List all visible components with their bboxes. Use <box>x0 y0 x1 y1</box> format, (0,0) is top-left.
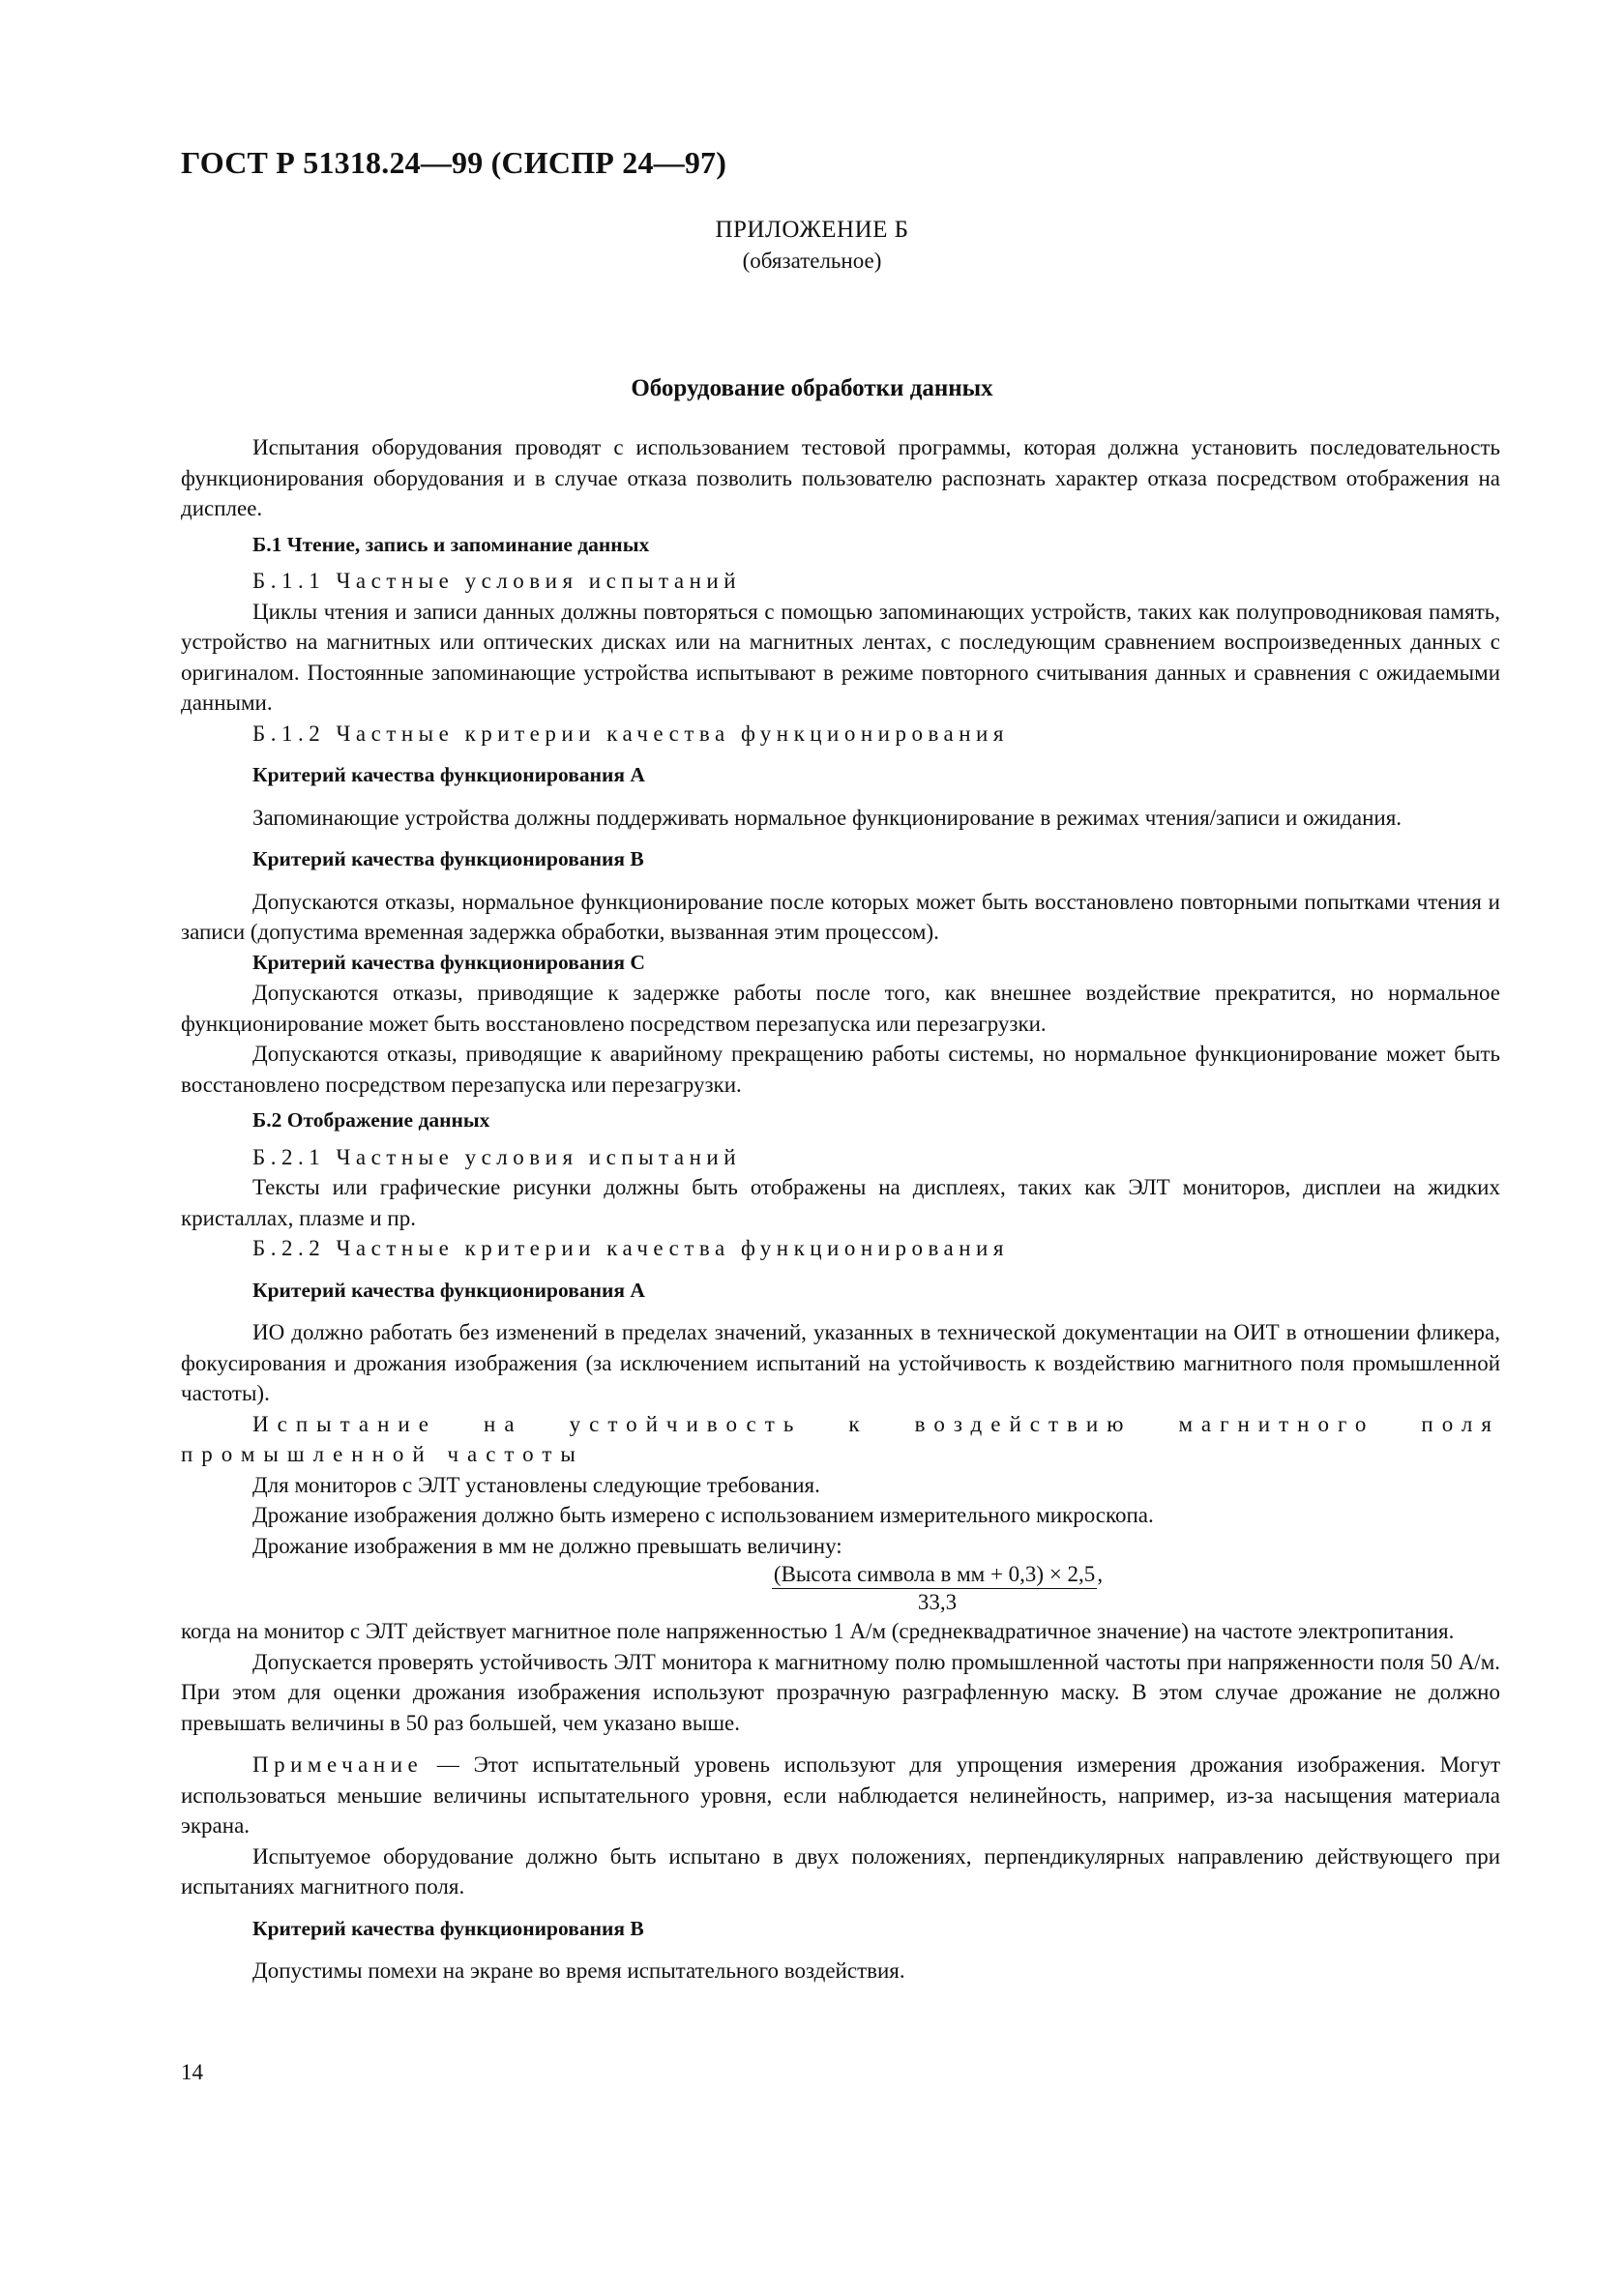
body-text <box>181 432 1500 1987</box>
jitter-limit: Дрожание изображения в мм не должно превышать величину: <box>252 1533 842 1558</box>
b21-heading: Б.2.1 Частные условия испытаний <box>252 1144 742 1169</box>
b21-paragraph: Тексты или графические рисунки должны быть отображены на дисплеях, таких как ЭЛТ мониторов, дисплеи на жидких кристаллах, плазме и пр. <box>181 1175 1500 1230</box>
intro-paragraph: Испытания оборудования проводят с использованием тестовой программы, которая должна установить последовательность функционирования оборудования и в случае отказа позволить пользователю распознать характер отказа посредством отображения на дисплее. <box>181 435 1500 520</box>
criterion-c-heading: Критерий качества функционирования С <box>252 950 645 974</box>
criterion-a-heading: Критерий качества функционирования А <box>252 763 645 786</box>
standard-header: ГОСТ Р 51318.24—99 (СИСПР 24—97) <box>181 145 727 180</box>
note-text: — Этот испытательный уровень используют для упрощения измерения дрожания изображения. Могут использоваться меньшие величины испытательного уровня, если наблюдается нелинейность, например, из-за насыщения материала экрана. <box>181 1752 1500 1838</box>
section-title: Оборудование обработки данных <box>631 375 993 401</box>
appendix-label: ПРИЛОЖЕНИЕ Б <box>715 217 909 243</box>
criterion-b-heading-2: Критерий качества функционирования В <box>252 1916 644 1940</box>
crt-requirements: Для мониторов с ЭЛТ установлены следующие требования. <box>252 1472 820 1497</box>
positions-paragraph: Испытуемое оборудование должно быть испытано в двух положениях, перпендикулярных направлению действующего при испытаниях магнитного поля. <box>181 1843 1500 1899</box>
criterion-b-paragraph: Допускаются отказы, нормальное функционирование после которых может быть восстановлено повторными попытками чтения и записи (допустима временная задержка обработки, вызванная этим процессом). <box>181 889 1500 944</box>
alternative-check-paragraph: Допускается проверять устойчивость ЭЛТ монитора к магнитному полю промышленной частоты при напряженности поля 50 А/м. При этом для оценки дрожания изображения используют прозрачную разграфленную маску. В этом случае дрожание не должно превышать величины в 50 раз большей, чем указано выше. <box>181 1649 1500 1735</box>
jitter-formula <box>181 1561 1500 1616</box>
appendix-status: (обязательное) <box>742 249 882 273</box>
b11-paragraph: Циклы чтения и записи данных должны повторяться с помощью запоминающих устройств, таких как полупроводниковая память, устройство на магнитных или оптических дисках или на магнитных лентах, с последующим сравнением воспроизведенных данных с оригиналом. Постоянные запоминающие устройства испытывают в режиме повторного считывания данных и сравнения с ожидаемыми данными. <box>181 599 1500 715</box>
criterion-a-paragraph: Запоминающие устройства должны поддерживать нормальное функционирование в режимах чтения/записи и ожидания. <box>252 805 1403 830</box>
page-number: 14 <box>181 2060 203 2084</box>
appendix-block <box>0 215 1624 277</box>
b12-heading: Б.1.2 Частные критерии качества функционирования <box>252 721 1009 746</box>
criterion-a-heading-2: Критерий качества функционирования А <box>252 1278 645 1302</box>
magnetic-test-heading: Испытание на устойчивость к воздействию магнитного поля промышленной частоты <box>181 1411 1500 1466</box>
note-paragraph <box>181 1750 1500 1841</box>
criterion-b-paragraph-2: Допустимы помехи на экране во время испытательного воздействия. <box>252 1958 905 1983</box>
formula-comma: , <box>1097 1562 1104 1586</box>
b1-heading: Б.1 Чтение, запись и запоминание данных <box>252 532 650 556</box>
criterion-b-heading: Критерий качества функционирования В <box>252 847 644 870</box>
formula-context: когда на монитор с ЭЛТ действует магнитное поле напряженностью 1 А/м (среднеквадратичное значение) на частоте электропитания. <box>181 1619 1455 1643</box>
note-label: Примечание <box>252 1752 424 1777</box>
formula-numerator: (Высота символа в мм + 0,3) × 2,5 <box>772 1561 1097 1589</box>
criterion-a-paragraph-2: ИО должно работать без изменений в пределах значений, указанных в технической документации на ОИТ в отношении фликера, фокусирования и дрожания изображения (за исключением испытаний на устойчивость к воздействию магнитного поля промышленной частоты). <box>181 1320 1500 1405</box>
formula-denominator: 33,3 <box>917 1590 958 1614</box>
jitter-measurement: Дрожание изображения должно быть измерено с использованием измерительного микроскопа. <box>252 1503 1154 1527</box>
b2-heading: Б.2 Отображение данных <box>252 1108 490 1132</box>
b22-heading: Б.2.2 Частные критерии качества функционирования <box>252 1236 1009 1260</box>
criterion-c-paragraph-1: Допускаются отказы, приводящие к задержке работы после того, как внешнее воздействие прекратится, но нормальное функционирование может быть восстановлено посредством перезапуска или перезагрузки. <box>181 981 1500 1036</box>
b11-heading: Б.1.1 Частные условия испытаний <box>252 569 742 593</box>
criterion-c-paragraph-2: Допускаются отказы, приводящие к аварийному прекращению работы системы, но нормальное функционирование может быть восстановлено посредством перезапуска или перезагрузки. <box>181 1042 1500 1097</box>
